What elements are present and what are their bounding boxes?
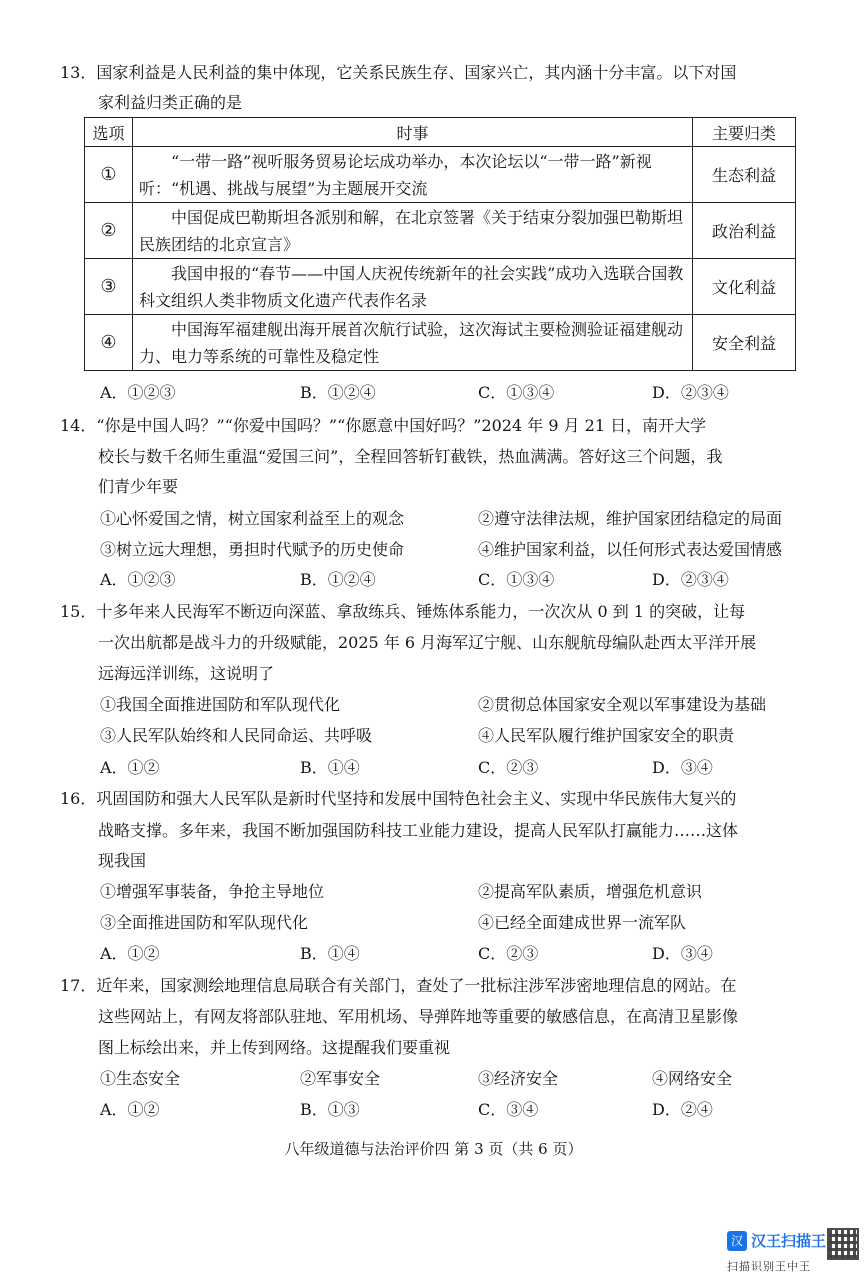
scanner-logo-title: 汉王扫描王 <box>751 1232 827 1250</box>
q17-answer-c[interactable]: C．③④ <box>478 1100 539 1119</box>
header-category: 主要归类 <box>693 118 796 147</box>
scanner-watermark <box>727 1228 859 1282</box>
q13-answer-d[interactable]: D．②③④ <box>652 383 729 402</box>
scanner-logo-subtitle: 扫描识别王中王 <box>727 1260 811 1273</box>
q17-answer-a[interactable]: A．①② <box>100 1100 160 1119</box>
q15-statement-2: ②贯彻总体国家安全观以军事建设为基础 <box>478 695 767 714</box>
q16-statement-1: ①增强军事装备，争抢主导地位 <box>100 882 325 901</box>
q14-stem-line1: 14．“你是中国人吗？”“你爱中国吗？”“你愿意中国好吗？”2024 年 9 月 21 日，南开大学 <box>60 416 707 435</box>
q13-answer-c[interactable]: C．①③④ <box>478 383 555 402</box>
row-option: ④ <box>85 315 133 371</box>
table-row <box>85 147 796 203</box>
q16-statement-4: ④已经全面建成世界一流军队 <box>478 913 687 932</box>
q17-stem-line1: 17．近年来，国家测绘地理信息局联合有关部门，查处了一批标注涉军涉密地理信息的网站。在 <box>60 976 737 995</box>
table-row <box>85 203 796 259</box>
header-event: 时事 <box>133 118 693 147</box>
q16-answer-b[interactable]: B．①④ <box>300 944 360 963</box>
row-event: 中国海军福建舰出海开展首次航行试验，这次海试主要检测验证福建舰动力、电力等系统的可靠性及稳定性 <box>133 315 693 371</box>
table-row <box>85 259 796 315</box>
q15-answer-a[interactable]: A．①② <box>100 758 160 777</box>
q13-events-table <box>84 117 796 371</box>
q16-stem-line2: 战略支撑。多年来，我国不断加强国防科技工业能力建设，提高人民军队打赢能力……这体 <box>98 821 739 840</box>
q14-answer-d[interactable]: D．②③④ <box>652 570 729 589</box>
q15-answer-d[interactable]: D．③④ <box>652 758 713 777</box>
q14-answer-b[interactable]: B．①②④ <box>300 570 376 589</box>
q17-answer-b[interactable]: B．①③ <box>300 1100 360 1119</box>
q13-stem-line2: 家利益归类正确的是 <box>98 93 243 112</box>
q14-statement-3: ③树立远大理想，勇担时代赋予的历史使命 <box>100 540 405 559</box>
page-footer: 八年级道德与法治评价四 第 3 页（共 6 页） <box>284 1140 583 1158</box>
q16-statement-3: ③全面推进国防和军队现代化 <box>100 913 309 932</box>
q15-statement-3: ③人民军队始终和人民同命运、共呼吸 <box>100 726 373 745</box>
table-row <box>85 315 796 371</box>
table-header-row <box>85 118 796 147</box>
scanner-logo-icon: 汉 <box>727 1231 747 1251</box>
row-option: ③ <box>85 259 133 315</box>
q15-statement-4: ④人民军队履行维护国家安全的职责 <box>478 726 735 745</box>
q15-answer-b[interactable]: B．①④ <box>300 758 360 777</box>
row-event: “一带一路”视听服务贸易论坛成功举办，本次论坛以“一带一路”新视听：“机遇、挑战与展望”为主题展开交流 <box>133 147 693 203</box>
q15-answer-c[interactable]: C．②③ <box>478 758 539 777</box>
q15-stem-line1: 15．十多年来人民海军不断迈向深蓝、拿敌练兵、锤炼体系能力，一次次从 0 到 1 的突破，让每 <box>60 602 746 621</box>
q16-statement-2: ②提高军队素质，增强危机意识 <box>478 882 703 901</box>
q14-statement-1: ①心怀爱国之情，树立国家利益至上的观念 <box>100 509 405 528</box>
q17-statement-4: ④网络安全 <box>652 1069 733 1088</box>
row-option: ① <box>85 147 133 203</box>
row-option: ② <box>85 203 133 259</box>
q14-answer-a[interactable]: A．①②③ <box>100 570 176 589</box>
q17-stem-line2: 这些网站上，有网友将部队驻地、军用机场、导弹阵地等重要的敏感信息，在高清卫星影像 <box>98 1007 739 1026</box>
q13-answer-b[interactable]: B．①②④ <box>300 383 376 402</box>
q16-stem-line3: 现我国 <box>98 851 147 870</box>
q13-stem-line1: 13．国家利益是人民利益的集中体现，它关系民族生存、国家兴亡，其内涵十分丰富。以下对国 <box>60 63 737 82</box>
q14-statement-2: ②遵守法律法规，维护国家团结稳定的局面 <box>478 509 783 528</box>
row-category: 安全利益 <box>693 315 796 371</box>
row-event: 我国申报的“春节——中国人庆祝传统新年的社会实践”成功入选联合国教科文组织人类非物质文化遗产代表作名录 <box>133 259 693 315</box>
q16-answer-d[interactable]: D．③④ <box>652 944 713 963</box>
header-option: 选项 <box>85 118 133 147</box>
q16-stem-line1: 16．巩固国防和强大人民军队是新时代坚持和发展中国特色社会主义、实现中华民族伟大复兴的 <box>60 789 737 808</box>
q15-statement-1: ①我国全面推进国防和军队现代化 <box>100 695 341 714</box>
q15-stem-line3: 远海远洋训练，这说明了 <box>98 664 275 683</box>
row-category: 生态利益 <box>693 147 796 203</box>
q14-stem-line3: 们青少年要 <box>98 477 179 496</box>
q13-answer-a[interactable]: A．①②③ <box>100 383 176 402</box>
q17-statement-3: ③经济安全 <box>478 1069 559 1088</box>
q14-stem-line2: 校长与数千名师生重温“爱国三问”，全程回答斩钉截铁，热血满满。答好这三个问题，我 <box>98 447 723 466</box>
q15-stem-line2: 一次出航都是战斗力的升级赋能，2025 年 6 月海军辽宁舰、山东舰航母编队赴西太平洋开展 <box>98 633 757 652</box>
q17-answer-d[interactable]: D．②④ <box>652 1100 713 1119</box>
row-category: 文化利益 <box>693 259 796 315</box>
q16-answer-a[interactable]: A．①② <box>100 944 160 963</box>
q17-stem-line3: 图上标绘出来，并上传到网络。这提醒我们要重视 <box>98 1038 451 1057</box>
q14-answer-c[interactable]: C．①③④ <box>478 570 555 589</box>
qr-code-icon <box>827 1228 859 1260</box>
row-category: 政治利益 <box>693 203 796 259</box>
q16-answer-c[interactable]: C．②③ <box>478 944 539 963</box>
q17-statement-1: ①生态安全 <box>100 1069 181 1088</box>
q17-statement-2: ②军事安全 <box>300 1069 381 1088</box>
q14-statement-4: ④维护国家利益，以任何形式表达爱国情感 <box>478 540 783 559</box>
row-event: 中国促成巴勒斯坦各派别和解，在北京签署《关于结束分裂加强巴勒斯坦民族团结的北京宣言》 <box>133 203 693 259</box>
